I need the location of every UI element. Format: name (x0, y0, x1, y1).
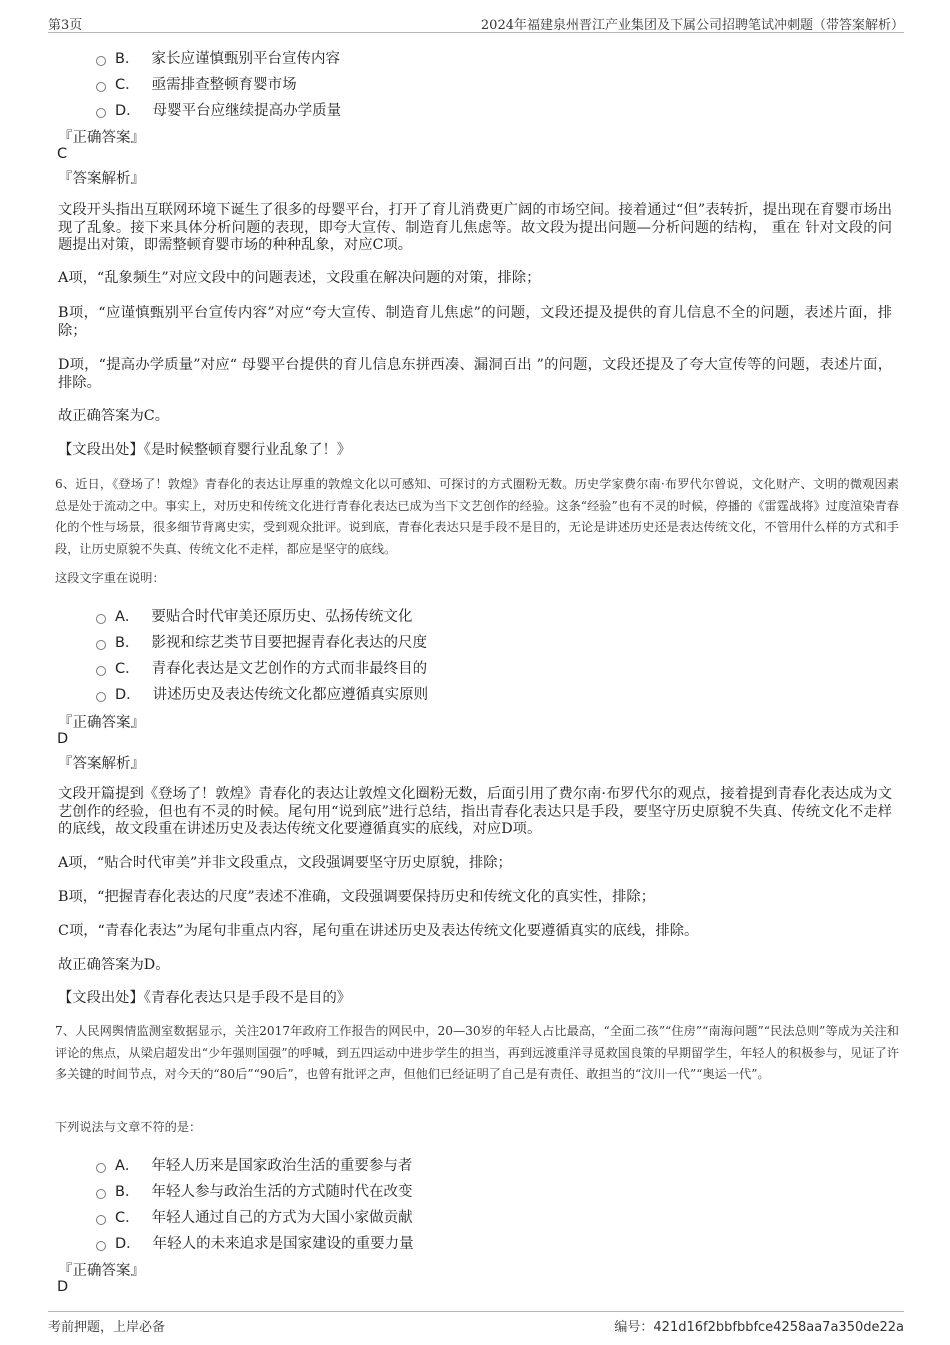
q6-conclusion: 故正确答案为D。 (58, 957, 170, 973)
q5-answer: C (57, 146, 68, 162)
q6-answer-label: 『正确答案』 (58, 715, 145, 731)
document-title: 2024年福建泉州晋江产业集团及下属公司招聘笔试冲刺题（带答案解析） (480, 18, 904, 33)
q5-answer-label: 『正确答案』 (58, 130, 145, 146)
q7-question: 7、人民网舆情监测室数据显示，关注2017年政府工作报告的网民中，20—30岁的年轻人占比最高，“全面二孩”“住房”“南海问题”“民法总则”等成为关注和评论的焦点，从梁启超发出“少年强则国强”的呼喊，到五四运动中进步学生的担当，再到远渡重洋寻觅救国良策的早期留学生，年轻人的积极参与，见证了许多关键的时间节点，对今天的“80后”“90后”，也曾有批评之声，但他们已经证明了自己是有责任、敢担当的“汶川一代”“奥运一代”。 (55, 1024, 899, 1081)
q6-analysis-c: C项，“青春化表达”为尾句非重点内容，尾句重在讲述历史及表达传统文化要遵循真实的底线，排除。 (58, 923, 699, 939)
q5-option-d[interactable]: D． 母婴平台应继续提高办学质量 (96, 99, 341, 120)
radio-icon[interactable] (96, 82, 106, 92)
q6-option-c[interactable]: C． 青春化表达是文艺创作的方式而非最终目的 (96, 657, 427, 678)
q5-option-c[interactable]: C． 亟需排查整顿育婴市场 (96, 73, 297, 94)
radio-icon[interactable] (96, 56, 106, 66)
radio-icon[interactable] (96, 666, 106, 676)
q7-option-c[interactable]: C． 年轻人通过自己的方式为大国小家做贡献 (96, 1206, 413, 1227)
q6-option-a[interactable]: A． 要贴合时代审美还原历史、弘扬传统文化 (96, 605, 412, 626)
q7-option-d[interactable]: D． 年轻人的未来追求是国家建设的重要力量 (96, 1232, 414, 1253)
q6-analysis-a: A项，“贴合时代审美”并非文段重点，文段强调要坚守历史原貌，排除； (58, 855, 512, 871)
q5-analysis-a: A项，“乱象频生”对应文段中的问题表述，文段重在解决问题的对策，排除； (58, 270, 541, 286)
radio-icon[interactable] (96, 692, 106, 702)
q5-analysis-label: 『答案解析』 (58, 171, 145, 187)
q7-answer-label: 『正确答案』 (58, 1263, 145, 1279)
q6-source: 【文段出处】《青春化表达只是手段不是目的》 (58, 990, 352, 1006)
q5-analysis-b: B项，“应谨慎甄别平台宣传内容”对应“夸大宣传、制造育儿焦虑”的问题，文段还提及提供的育儿信息不全的问题，表述片面，排除； (58, 305, 892, 339)
footer-slogan: 考前押题，上岸必备 (48, 1320, 166, 1335)
document-code: 编号：421d16f2bbfbbfce4258aa7a350de22a (614, 1320, 904, 1335)
q5-source: 【文段出处】《是时候整顿育婴行业乱象了！》 (58, 442, 352, 458)
q6-prompt: 这段文字重在说明： (55, 571, 165, 585)
q5-analysis-main: 文段开头指出互联网环境下诞生了很多的母婴平台，打开了育儿消费更广阔的市场空间。接着通过“但”表转折，提出现在育婴市场出现了乱象。接下来具体分析问题的表现，即夸大宣传、制造育儿焦虑等。故文段为提出问题—分析问题的结构， 重在 针对文段的问题提出对策，即需整顿育婴市场的种种乱象，对应C项。 (58, 202, 892, 253)
q6-analysis-main: 文段开篇提到《登场了！敦煌》青春化的表达让敦煌文化圈粉无数，后面引用了费尔南·布罗代尔的观点，接着提到青春化表达成为文艺创作的经验，但也有不灵的时候。尾句用“说到底”进行总结，指出青春化表达只是手段，要坚守历史原貌不失真、传统文化不走样的底线，故文段重在讲述历史及表达传统文化要遵循真实的底线，对应D项。 (58, 786, 892, 837)
q6-option-b[interactable]: B． 影视和综艺类节目要把握青春化表达的尺度 (96, 631, 427, 652)
radio-icon[interactable] (96, 614, 106, 624)
q6-option-d[interactable]: D． 讲述历史及表达传统文化都应遵循真实原则 (96, 683, 428, 704)
q5-analysis-d: D项，“提高办学质量”对应“ 母婴平台提供的育儿信息东拼西凑、漏洞百出 ”的问题，文段还提及了夸大宣传等的问题，表述片面，排除。 (58, 357, 892, 391)
radio-icon[interactable] (96, 1241, 106, 1251)
q5-conclusion: 故正确答案为C。 (58, 408, 170, 424)
q6-question: 6、近日，《登场了！敦煌》青春化的表达让厚重的敦煌文化以可感知、可探讨的方式圈粉无数。历史学家费尔南·布罗代尔曾说，文化财产、文明的微观因素总是处于流动之中。事实上，对历史和传统文化进行青春化表达已成为当下文艺创作的经验。这条“经验”也有不灵的时候，停播的《雷霆战将》过度渲染青春化的个性与场景，很多细节背离史实，受到观众批评。说到底，青春化表达只是手段不是目的，无论是讲述历史还是表达传统文化，不管用什么样的方式和手段，让历史原貌不失真、传统文化不走样，都应是坚守的底线。 (55, 477, 899, 556)
q5-option-b[interactable]: B． 家长应谨慎甄别平台宣传内容 (96, 47, 340, 68)
q6-answer: D (57, 731, 69, 747)
q6-analysis-label: 『答案解析』 (58, 756, 145, 772)
page-header (48, 12, 904, 33)
q7-prompt: 下列说法与文章不符的是： (55, 1120, 202, 1134)
radio-icon[interactable] (96, 1163, 106, 1173)
page-footer (48, 1311, 904, 1336)
radio-icon[interactable] (96, 640, 106, 650)
q7-answer: D (57, 1279, 69, 1295)
q7-option-a[interactable]: A． 年轻人历来是国家政治生活的重要参与者 (96, 1154, 412, 1175)
radio-icon[interactable] (96, 1215, 106, 1225)
q7-option-b[interactable]: B． 年轻人参与政治生活的方式随时代在改变 (96, 1180, 412, 1201)
radio-icon[interactable] (96, 108, 106, 118)
page-number: 第3页 (48, 18, 83, 33)
q6-analysis-b: B项，“把握青春化表达的尺度”表述不准确，文段强调要保持历史和传统文化的真实性，排除； (58, 889, 655, 905)
radio-icon[interactable] (96, 1189, 106, 1199)
